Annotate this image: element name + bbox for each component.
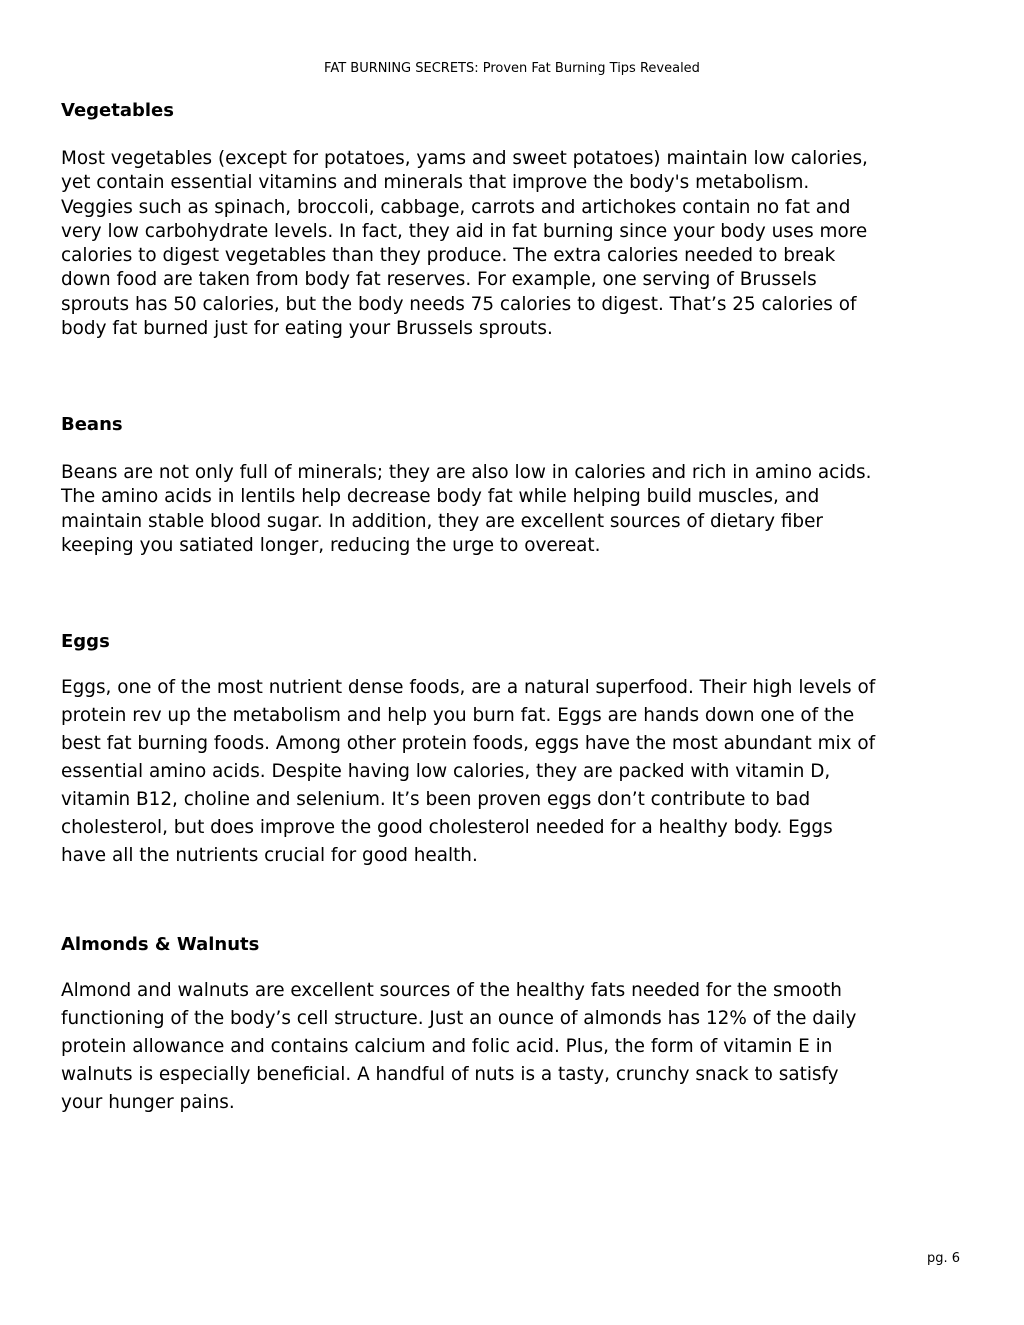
section-heading: Almonds & Walnuts bbox=[61, 934, 260, 955]
paragraph-line: Most vegetables (except for potatoes, yams and sweet potatoes) maintain low calories, bbox=[61, 148, 868, 169]
paragraph-line: yet contain essential vitamins and minerals that improve the body's metabolism. bbox=[61, 172, 810, 194]
section-paragraph bbox=[61, 147, 981, 341]
paragraph-line: have all the nutrients crucial for good health. bbox=[61, 845, 478, 866]
section-beans bbox=[61, 413, 981, 558]
section-heading: Vegetables bbox=[61, 100, 174, 121]
section-paragraph bbox=[61, 461, 981, 558]
paragraph-line: very low carbohydrate levels. In fact, they aid in fat burning since your body uses more bbox=[61, 220, 868, 242]
paragraph-line: Almond and walnuts are excellent sources of the healthy fats needed for the smooth bbox=[61, 980, 842, 1001]
paragraph-line: your hunger pains. bbox=[61, 1092, 235, 1113]
section-paragraph bbox=[61, 977, 981, 1117]
paragraph-line: maintain stable blood sugar. In addition, they are excellent sources of dietary fiber bbox=[61, 510, 823, 532]
paragraph-line: best fat burning foods. Among other protein foods, eggs have the most abundant mix of bbox=[61, 733, 876, 754]
paragraph-line: Veggies such as spinach, broccoli, cabbage, carrots and artichokes contain no fat and bbox=[61, 196, 851, 218]
paragraph-line: body fat burned just for eating your Brussels sprouts. bbox=[61, 318, 553, 340]
section-heading: Beans bbox=[61, 414, 123, 435]
section-vegetables bbox=[61, 99, 981, 341]
paragraph-line: protein rev up the metabolism and help you burn fat. Eggs are hands down one of the bbox=[61, 705, 855, 726]
paragraph-line: keeping you satiated longer, reducing the urge to overeat. bbox=[61, 534, 601, 556]
section-eggs bbox=[61, 630, 981, 870]
section-paragraph bbox=[61, 674, 981, 870]
section-heading: Eggs bbox=[61, 631, 110, 652]
paragraph-line: vitamin B12, choline and selenium. It’s been proven eggs don’t contribute to bad bbox=[61, 789, 811, 810]
paragraph-line: essential amino acids. Despite having low calories, they are packed with vitamin D, bbox=[61, 761, 831, 782]
paragraph-line: cholesterol, but does improve the good cholesterol needed for a healthy body. Eggs bbox=[61, 817, 833, 838]
paragraph-line: functioning of the body’s cell structure. Just an ounce of almonds has 12% of the daily bbox=[61, 1008, 857, 1029]
paragraph-line: sprouts has 50 calories, but the body needs 75 calories to digest. That’s 25 calories of bbox=[61, 293, 857, 315]
page-number: pg. 6 bbox=[926, 1251, 960, 1266]
paragraph-line: down food are taken from body fat reserves. For example, one serving of Brussels bbox=[61, 269, 817, 291]
paragraph-line: Eggs, one of the most nutrient dense foods, are a natural superfood. Their high levels of bbox=[61, 677, 876, 698]
running-header: FAT BURNING SECRETS: Proven Fat Burning Tips Revealed bbox=[324, 61, 700, 76]
section-almonds-walnuts bbox=[61, 933, 981, 1117]
paragraph-line: The amino acids in lentils help decrease body fat while helping build muscles, and bbox=[61, 486, 820, 508]
paragraph-line: Beans are not only full of minerals; they are also low in calories and rich in amino acids. bbox=[61, 462, 872, 483]
paragraph-line: protein allowance and contains calcium and folic acid. Plus, the form of vitamin E in bbox=[61, 1036, 833, 1057]
paragraph-line: walnuts is especially beneficial. A handful of nuts is a tasty, crunchy snack to satisfy bbox=[61, 1064, 839, 1085]
paragraph-line: calories to digest vegetables than they produce. The extra calories needed to break bbox=[61, 245, 836, 267]
